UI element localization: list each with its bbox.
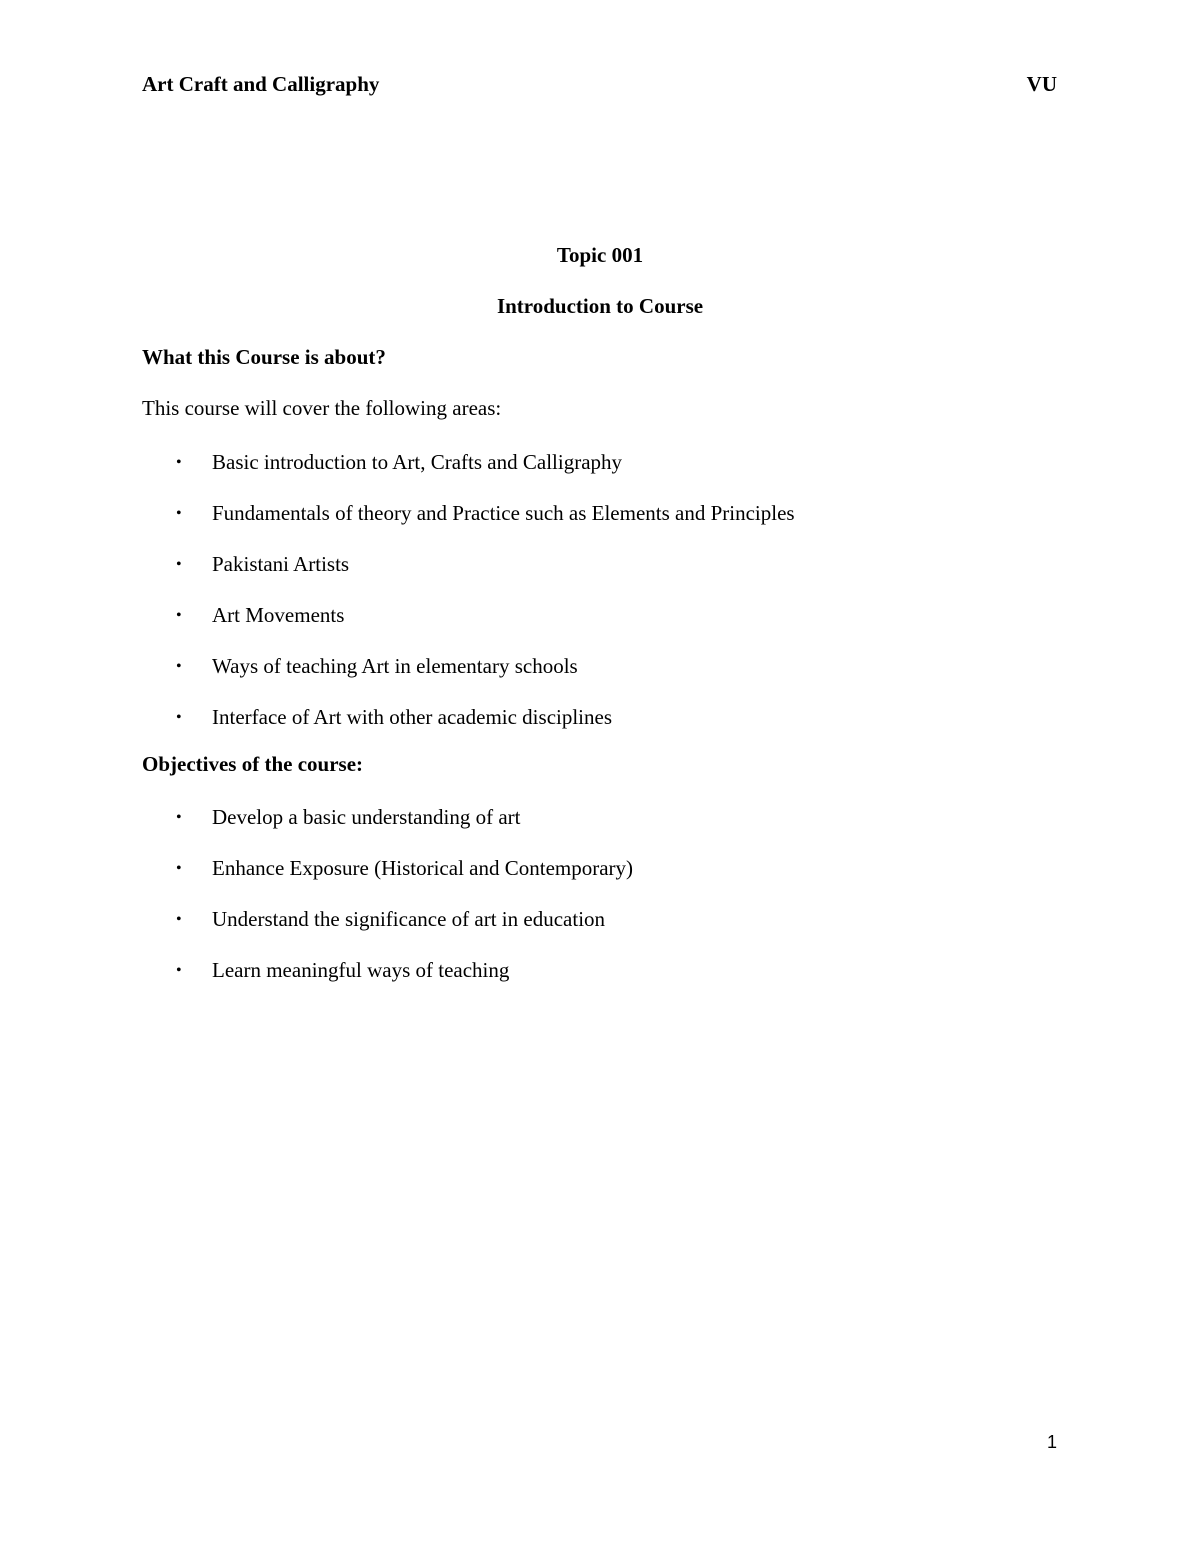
- list-item-text: Ways of teaching Art in elementary schools: [212, 654, 578, 678]
- page-number: 1: [1046, 1432, 1057, 1452]
- section-heading-about: What this Course is about?: [142, 345, 386, 369]
- bullet-icon: •: [176, 962, 182, 979]
- header-title: Art Craft and Calligraphy: [142, 72, 380, 96]
- list-item-text: Art Movements: [212, 603, 345, 627]
- list-item-text: Develop a basic understanding of art: [212, 805, 521, 829]
- bullet-icon: •: [176, 911, 182, 928]
- bullet-icon: •: [176, 556, 182, 573]
- bullet-icon: •: [176, 505, 182, 522]
- list-item-text: Enhance Exposure (Historical and Contemporary): [212, 856, 634, 880]
- bullet-icon: •: [176, 809, 182, 826]
- bullet-icon: •: [176, 454, 182, 471]
- list-item-text: Pakistani Artists: [212, 552, 350, 576]
- bullet-icon: •: [176, 607, 182, 624]
- topic-subtitle: Introduction to Course: [496, 294, 704, 318]
- section-heading-objectives: Objectives of the course:: [142, 752, 364, 776]
- topic-title: Topic 001: [556, 243, 644, 267]
- list-item-text: Basic introduction to Art, Crafts and Calligraphy: [212, 450, 623, 474]
- list-item-text: Fundamentals of theory and Practice such as Elements and Principles: [212, 501, 795, 525]
- section-intro-text: This course will cover the following areas:: [142, 396, 502, 420]
- list-item-text: Learn meaningful ways of teaching: [212, 958, 510, 982]
- bullet-icon: •: [176, 860, 182, 877]
- bullet-icon: •: [176, 658, 182, 675]
- bullet-icon: •: [176, 709, 182, 726]
- list-item-text: Interface of Art with other academic disciplines: [212, 705, 613, 729]
- list-item-text: Understand the significance of art in education: [212, 907, 606, 931]
- page-header: [142, 72, 1057, 102]
- header-institution: VU: [1026, 72, 1057, 96]
